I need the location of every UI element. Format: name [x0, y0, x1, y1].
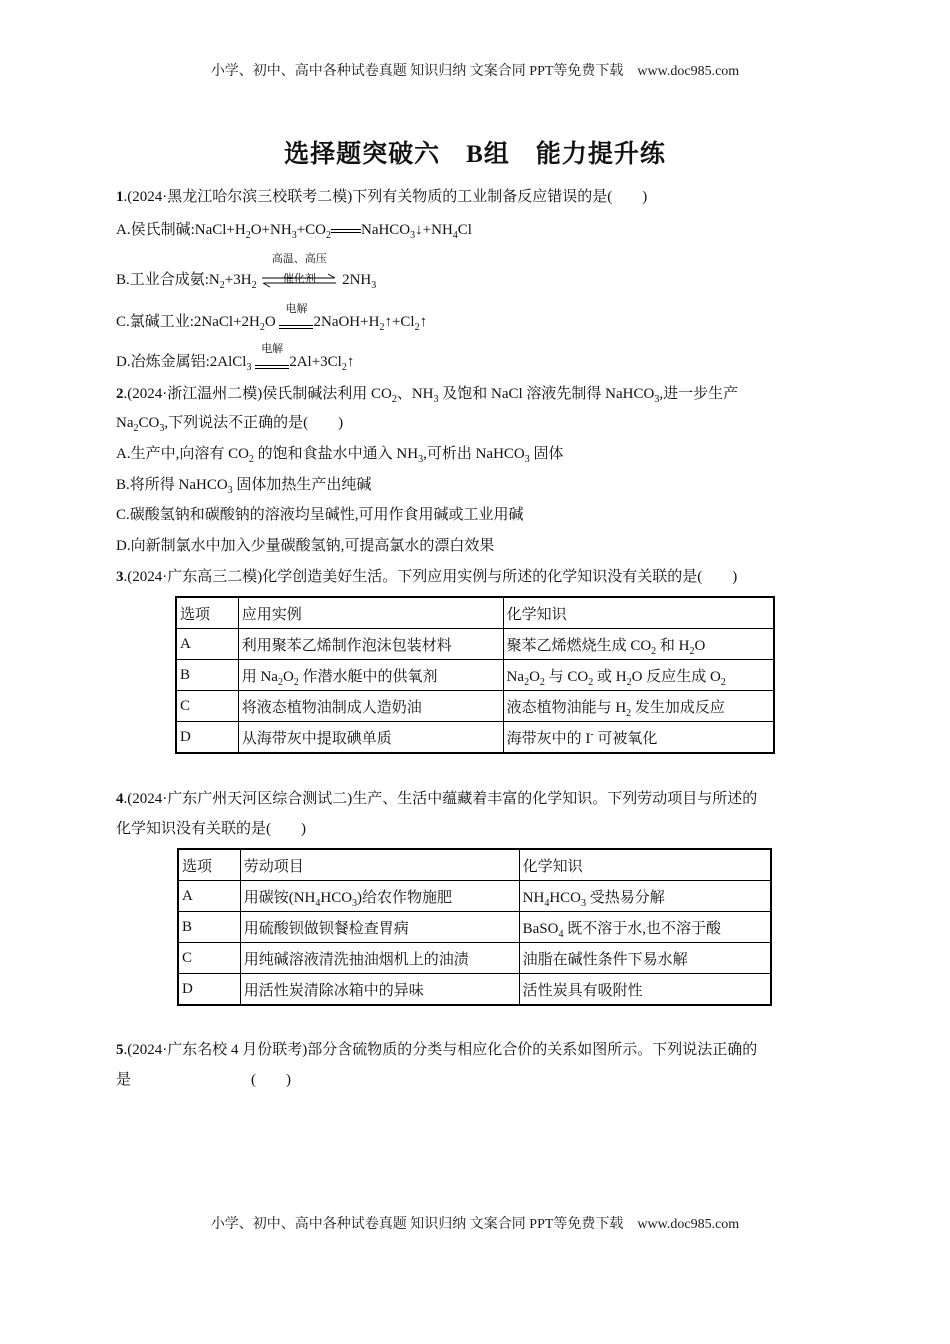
table-row — [178, 912, 771, 943]
option-cell: B — [176, 660, 238, 691]
equal-sign — [255, 365, 289, 369]
labor-item-cell: 用活性炭清除冰箱中的异味 — [240, 974, 519, 1006]
option-cell: B — [178, 912, 240, 943]
option-cell: C — [176, 691, 238, 722]
table-header-row — [178, 849, 771, 881]
footer-banner: 小学、初中、高中各种试卷真题 知识归纳 文案合同 PPT等免费下载 www.doc985.com — [210, 1217, 740, 1232]
table-row — [176, 629, 774, 660]
q5-stem-line2: 是 ( ) — [116, 1072, 291, 1088]
labor-item-cell: 用纯碱溶液清洗抽油烟机上的油渍 — [240, 943, 519, 974]
knowledge-cell: 油脂在碱性条件下易水解 — [519, 943, 771, 974]
q1-option-d: D.冶炼金属铝:2AlCl$_3$ 电解 $2Al+3Cl_2↑$ — [116, 341, 355, 373]
application-cell: 从海带灰中提取碘单质 — [238, 722, 503, 754]
q2-stem-line1: 2.(2024·浙江温州二模)侯氏制碱法利用 $CO_2$、$NH_3$ 及饱和 NaCl 溶液先制得 NaHCO$_3$,进一步生产 — [116, 386, 739, 405]
application-cell: 用 $Na_2O_2$ 作潜水艇中的供氧剂 — [238, 660, 503, 691]
q2-option-d: D.向新制氯水中加入少量碳酸氢钠,可提高氯水的漂白效果 — [116, 538, 495, 554]
q5-stem-line1: 5.(2024·广东名校 4 月份联考)部分含硫物质的分类与相应化合价的关系如图所示。下列说法正确的 — [116, 1042, 758, 1058]
reversible-arrow: 高温、高压 催化剂 — [260, 271, 338, 291]
labor-item-cell: 用碳铵$(NH_4HCO_3)$给农作物施肥 — [240, 881, 519, 912]
q2-option-c: C.碳酸氢钠和碳酸钠的溶液均呈碱性,可用作食用碱或工业用碱 — [116, 507, 524, 523]
q4-table — [177, 848, 772, 1006]
equal-sign — [279, 325, 313, 329]
knowledge-cell: 海带灰中的 I- 可被氧化 — [503, 722, 774, 754]
knowledge-cell: 聚苯乙烯燃烧生成 $CO_2$ 和 $H_2O$ — [503, 629, 774, 660]
application-cell: 利用聚苯乙烯制作泡沫包装材料 — [238, 629, 503, 660]
q1-stem: 1.(2024·黑龙江哈尔滨三校联考二模)下列有关物质的工业制备反应错误的是( ) — [116, 189, 648, 205]
q2-option-a: A.生产中,向溶有 $CO_2$ 的饱和食盐水中通入 $NH_3$,可析出 NaHCO$_3$ 固体 — [116, 446, 564, 465]
header-knowledge: 化学知识 — [519, 849, 771, 881]
labor-item-cell: 用硫酸钡做钡餐检查胃病 — [240, 912, 519, 943]
table-row — [176, 660, 774, 691]
table-row — [176, 691, 774, 722]
q4-stem-line1: 4.(2024·广东广州天河区综合测试二)生产、生活中蕴藏着丰富的化学知识。下列劳动项目与所述的 — [116, 791, 758, 807]
knowledge-cell: 液态植物油能与 $H_2$ 发生加成反应 — [503, 691, 774, 722]
header-banner: 小学、初中、高中各种试卷真题 知识归纳 文案合同 PPT等免费下载 www.doc985.com — [210, 64, 740, 79]
knowledge-cell: $Na_2O_2$ 与 $CO_2$ 或 $H_2O$ 反应生成 $O_2$ — [503, 660, 774, 691]
knowledge-cell: 活性炭具有吸附性 — [519, 974, 771, 1006]
electrolysis-condition: 电解 — [255, 353, 289, 373]
header-application: 应用实例 — [238, 597, 503, 629]
table-row — [178, 881, 771, 912]
q3-stem: 3.(2024·广东高三二模)化学创造美好生活。下列应用实例与所述的化学知识没有关联的是( ) — [116, 569, 738, 585]
q4-stem-line2: 化学知识没有关联的是( ) — [116, 821, 306, 837]
q2-option-b: B.将所得 NaHCO$_3$ 固体加热生产出纯碱 — [116, 477, 372, 496]
application-cell: 将液态植物油制成人造奶油 — [238, 691, 503, 722]
q1-option-c: C.氯碱工业$:2NaCl+2H_2O$ 电解 $2NaOH+H_2↑+Cl_2↑$ — [116, 301, 428, 333]
option-cell: A — [176, 629, 238, 660]
header-option: 选项 — [176, 597, 238, 629]
option-cell: D — [178, 974, 240, 1006]
q1-option-a: A.侯氏制碱$:NaCl+H_2O+NH_3+CO_2$ $NaHCO_3↓+NH_4Cl$ — [116, 222, 472, 241]
q2-stem-line2: $Na_2CO_3$,下列说法不正确的是( ) — [116, 415, 344, 434]
equal-sign — [331, 229, 361, 233]
option-cell: D — [176, 722, 238, 754]
knowledge-cell: $NH_4HCO_3$ 受热易分解 — [519, 881, 771, 912]
header-option: 选项 — [178, 849, 240, 881]
q1-option-b: B.工业合成氨$:N_2+3H_2$ 高温、高压 催化剂 $2NH_3$ — [116, 251, 377, 291]
page-title: 选择题突破六 B组 能力提升练 — [284, 141, 666, 168]
knowledge-cell: BaSO$_4$ 既不溶于水,也不溶于酸 — [519, 912, 771, 943]
table-row — [176, 722, 774, 754]
table-header-row — [176, 597, 774, 629]
option-cell: A — [178, 881, 240, 912]
q3-table — [175, 596, 775, 754]
header-labor-item: 劳动项目 — [240, 849, 519, 881]
table-row — [178, 943, 771, 974]
table-row — [178, 974, 771, 1006]
header-knowledge: 化学知识 — [503, 597, 774, 629]
electrolysis-condition: 电解 — [279, 313, 313, 333]
option-cell: C — [178, 943, 240, 974]
